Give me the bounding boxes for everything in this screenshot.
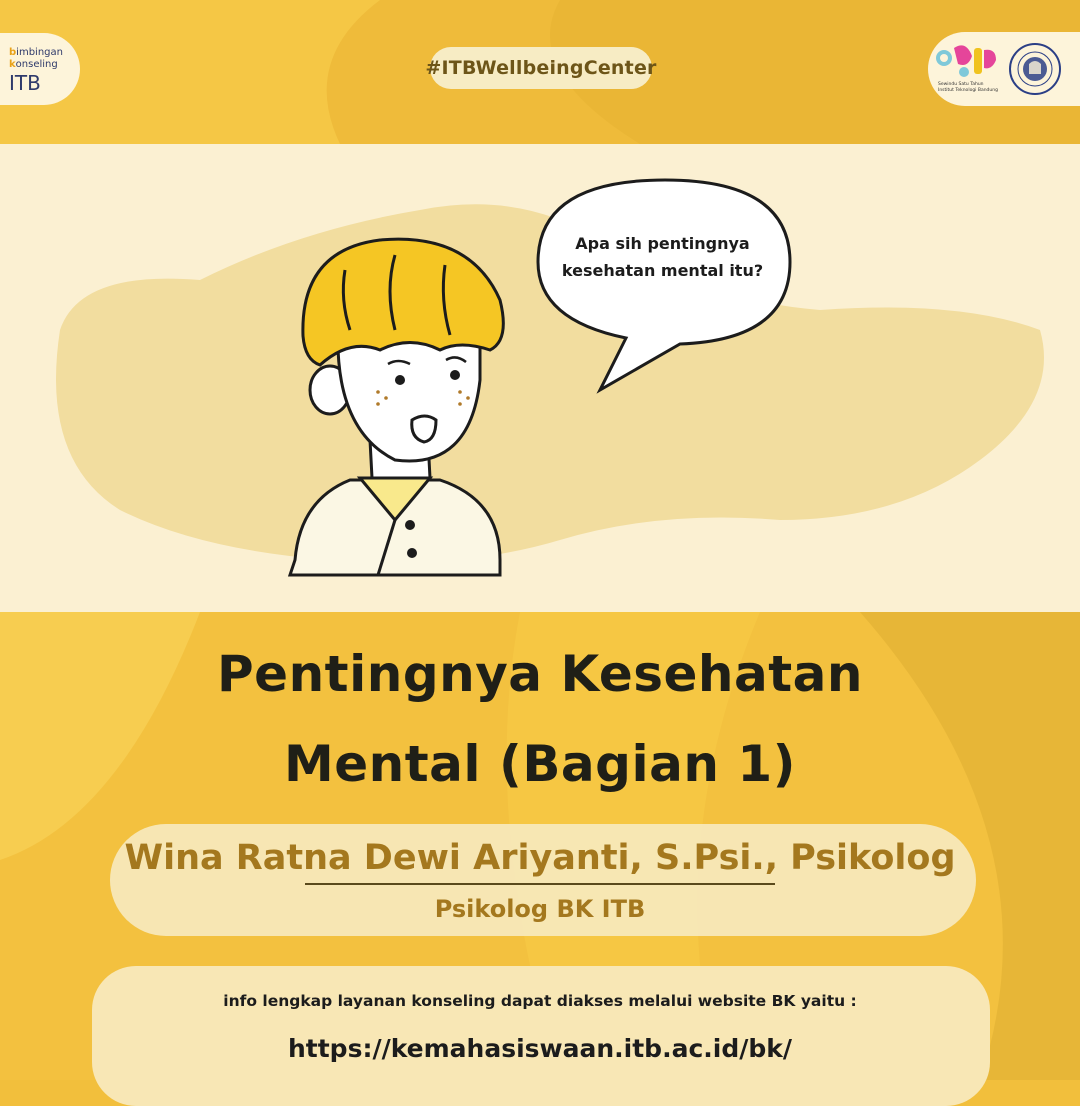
divider [305,883,775,885]
speech-bubble-text: Apa sih pentingnya kesehatan mental itu? [561,234,764,280]
page-title-line1: Pentingnya Kesehatan [217,645,863,703]
speaker-name: Wina Ratna Dewi Ariyanti, S.Psi., Psikolog [124,838,956,878]
anniversary-logo-icon [934,42,1002,84]
character-illustration [290,239,503,575]
itb-seal-icon [1008,42,1062,96]
itb-logos: Sewindu Satu Tahun Institut Teknologi Bandung [928,32,1080,106]
page-title-line2: Mental (Bagian 1) [284,735,796,793]
illustration-scene [0,144,1080,612]
speaker-role: Psikolog BK ITB [434,895,646,923]
website-link[interactable]: https://kemahasiswaan.itb.ac.id/bk/ [287,1034,793,1063]
bimbingan-konseling-logo: bimbingan konseling ITB [0,33,80,105]
info-text: info lengkap layanan konseling dapat diakses melalui website BK yaitu : [223,992,857,1010]
hashtag-badge: #ITBWellbeingCenter [430,47,652,89]
